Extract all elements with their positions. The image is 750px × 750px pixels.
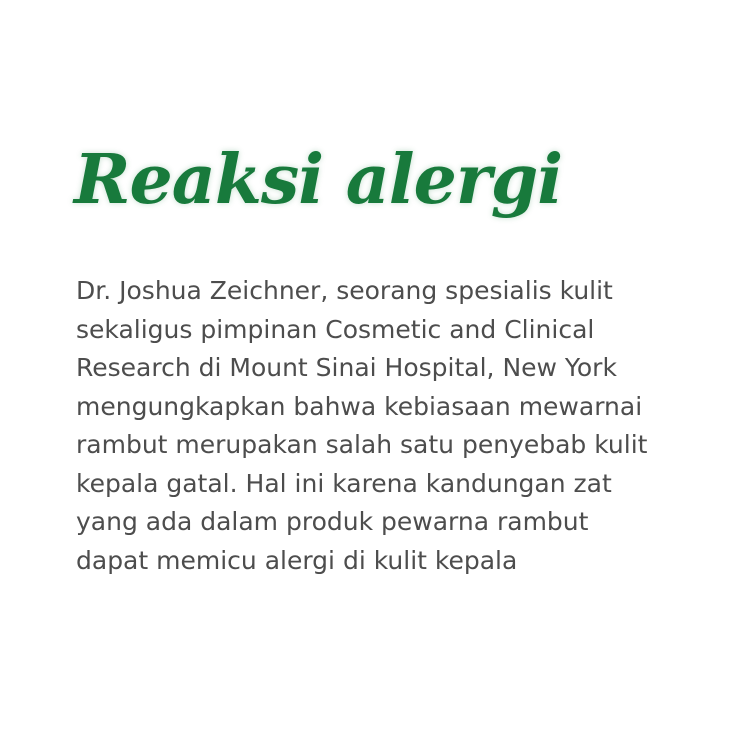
body-line: Research di Mount Sinai Hospital, New York bbox=[76, 353, 617, 382]
body-line: kepala gatal. Hal ini karena kandungan zat bbox=[76, 468, 612, 498]
body-line: Dr. Joshua Zeichner, seorang spesialis kulit bbox=[76, 276, 613, 305]
body-line: mengungkapkan bahwa kebiasaan mewarnai bbox=[76, 391, 643, 421]
slide-title: Reaksi alergi bbox=[74, 140, 563, 220]
body-line: sekaligus pimpinan Cosmetic and Clinical bbox=[76, 314, 595, 344]
body-line: yang ada dalam produk pewarna rambut bbox=[76, 507, 589, 536]
slide-body-text bbox=[76, 272, 676, 580]
body-line: dapat memicu alergi di kulit kepala bbox=[76, 545, 518, 575]
body-line: rambut merupakan salah satu penyebab kulit bbox=[76, 430, 648, 459]
